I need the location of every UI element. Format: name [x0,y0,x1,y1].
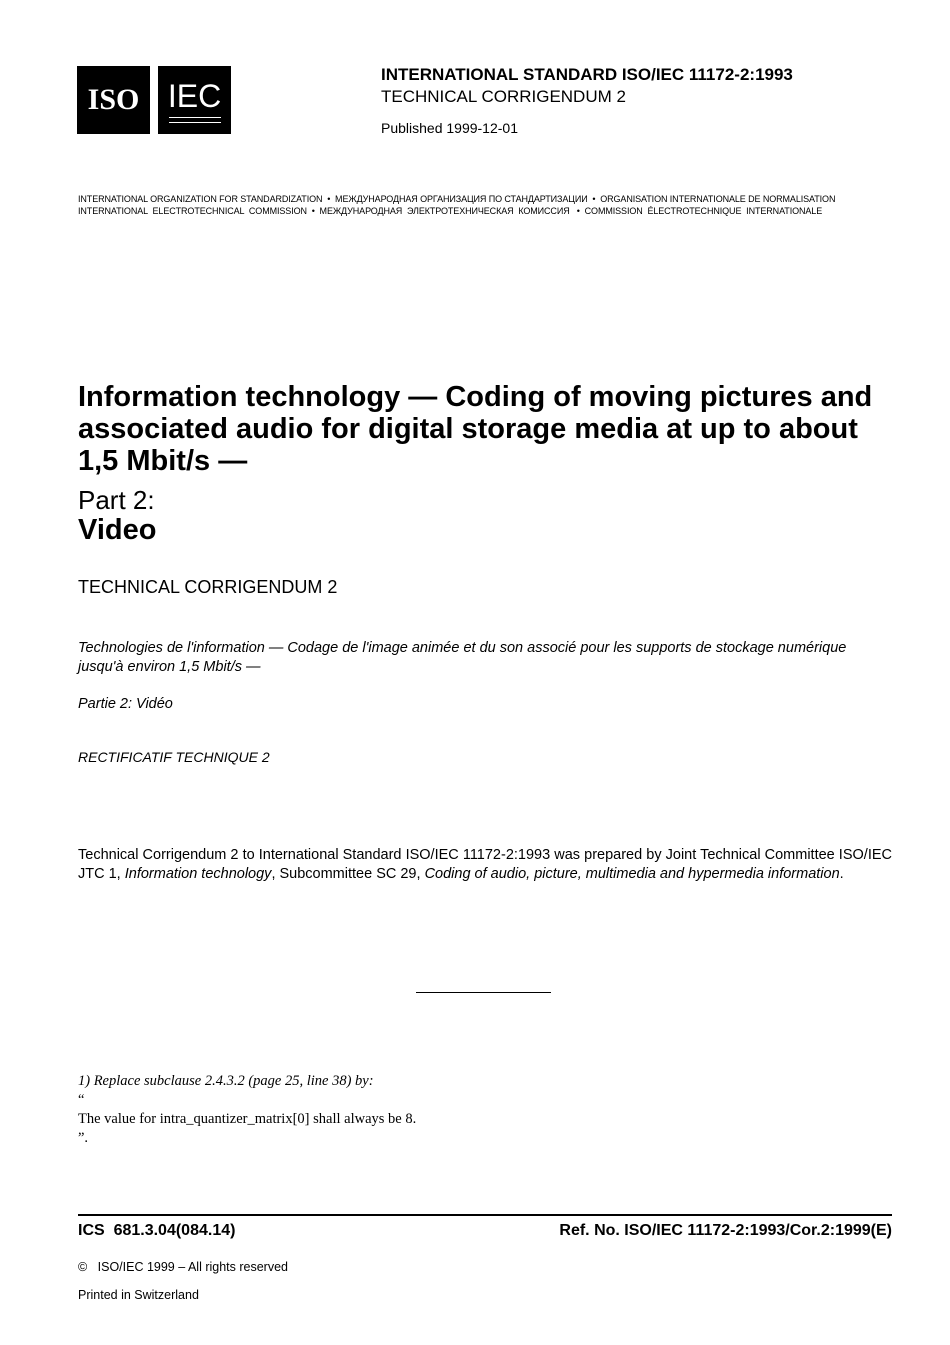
org-line-2: INTERNATIONAL ELECTROTECHNICAL COMMISSION • МЕЖДУНАРОДНАЯ ЭЛЕКТРОТЕХНИЧЕСКАЯ КОМИССИЯ • COMMISSION ÉLECTROTECHNIQUE INTERNATIONALE [78,206,823,216]
p-text: . [839,866,844,882]
part-number: Part 2: [78,485,155,515]
french-title: Technologies de l'information — Codage de l'image animée et du son associé pour les supports de stockage numérique jusqu'à environ 1,5 Mbit/s — [78,640,847,675]
corrigendum-label: TECHNICAL CORRIGENDUM 2 [381,87,626,106]
footer-rule [78,1214,892,1216]
french-part: Partie 2: Vidéo [78,696,173,712]
published-date: Published 1999-12-01 [381,120,518,136]
copyright: © ISO/IEC 1999 – All rights reserved [78,1260,288,1274]
p-italic: Information technology [124,866,272,882]
iec-logo [158,66,231,134]
p-italic: Coding of audio, picture, multimedia and hypermedia information [424,866,840,882]
preparation-paragraph [78,846,892,884]
p-text: Technical Corrigendum 2 to International Standard ISO/IEC 11172-2:1993 was prepared by Joint Technical Committee ISO/IEC JTC 1, [78,847,892,882]
printed-in: Printed in Switzerland [78,1288,199,1302]
open-quote: “ [78,1092,85,1108]
org-line-1: INTERNATIONAL ORGANIZATION FOR STANDARDIZATION • МЕЖДУНАРОДНАЯ ОРГАНИЗАЦИЯ ПО СТАНДАРТИЗАЦИИ • ORGANISATION INTERNATIONALE DE NORMALISATION [78,194,836,204]
corrigendum-heading: TECHNICAL CORRIGENDUM 2 [78,577,338,597]
iec-logo-text: IEC [167,77,222,114]
separator-rule [416,992,551,993]
reference-number: Ref. No. ISO/IEC 11172-2:1993/Cor.2:1999(E) [559,1222,892,1239]
correction-heading: 1) Replace subclause 2.4.3.2 (page 25, line 38) by: [78,1073,374,1089]
title-line-3: 1,5 Mbit/s — [78,445,248,477]
french-corrigendum: RECTIFICATIF TECHNIQUE 2 [78,749,270,765]
iso-logo-text: ISO [87,83,140,116]
correction-text: The value for intra_quantizer_matrix[0] shall always be 8. [78,1111,417,1127]
close-quote: ”. [78,1130,89,1146]
iso-logo [77,66,150,134]
p-text: , Subcommittee SC 29, [271,866,425,882]
standard-number: INTERNATIONAL STANDARD ISO/IEC 11172-2:1993 [381,65,793,84]
ics-code: ICS 681.3.04(084.14) [78,1222,236,1239]
title-line-1: Information technology — Coding of moving pictures and [78,381,873,413]
part-name: Video [78,514,157,546]
title-line-2: associated audio for digital storage media at up to about [78,413,858,445]
